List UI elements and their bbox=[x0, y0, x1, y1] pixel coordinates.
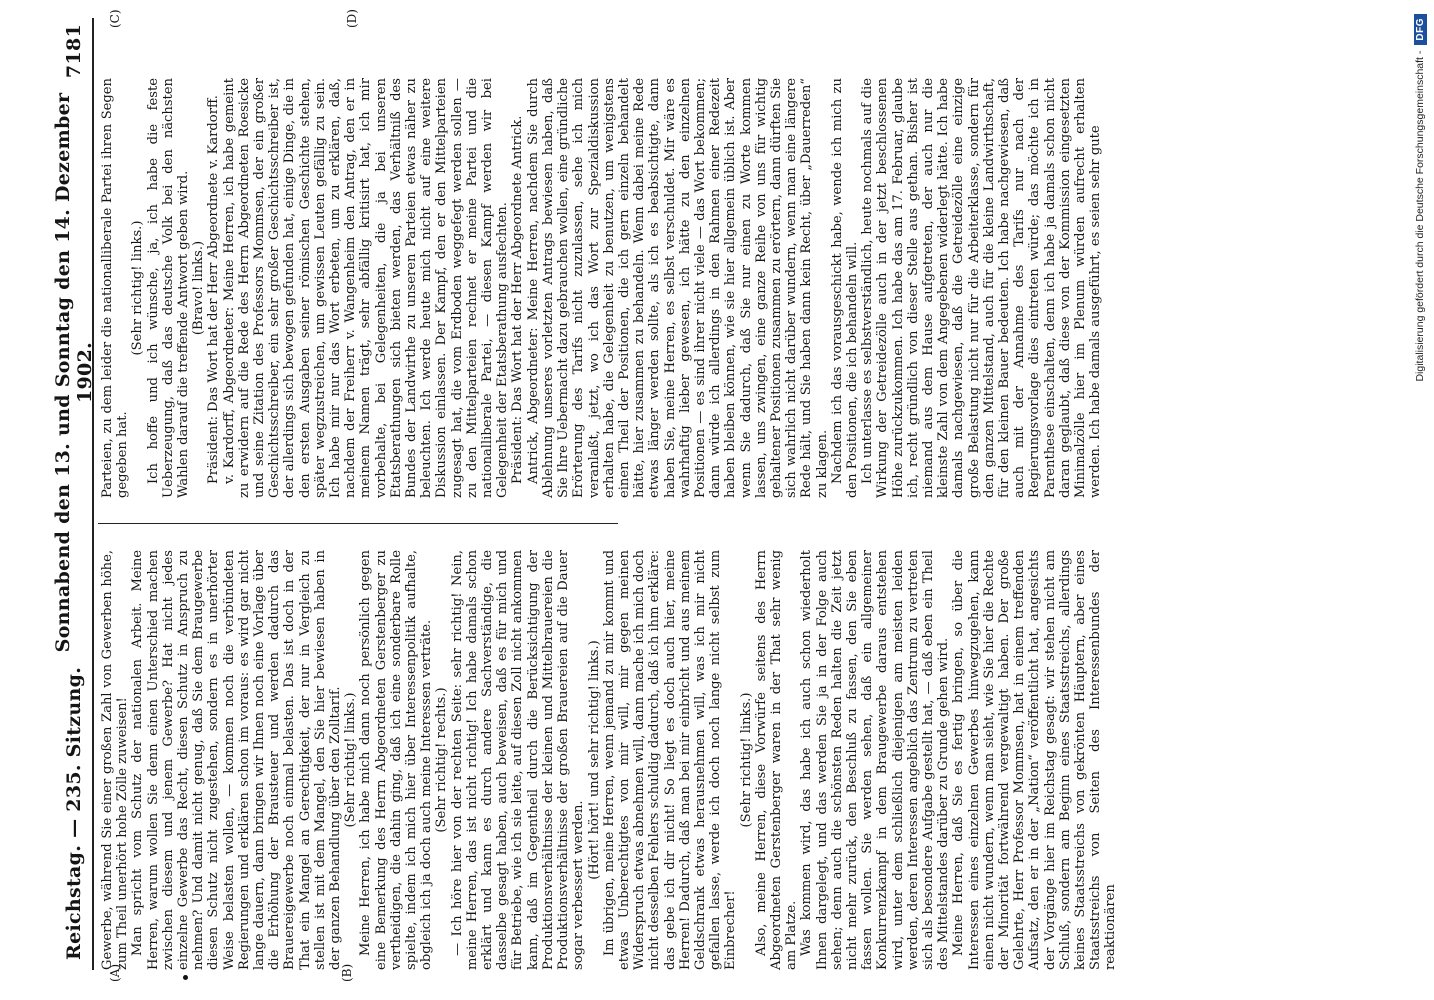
interjection: (Sehr richtig! links.) bbox=[738, 692, 754, 828]
margin-dot bbox=[183, 975, 188, 980]
paragraph: Was kommen wird, das habe ich auch schon wiederholt Ihnen dargelegt, und das werden Sie ja in der Folge auch sehen; denn auch die schönsten Reden halten die Zeit jetzt nicht mehr zurück, den Beschluß zu fassen, den Sie eben fassen wollen. Sie werden sehen, daß ein allgemeiner Konkurrenzkampf in dem Braugewerbe daraus entstehen wird, unter dem schließlich diejenigen am meisten leiden werden, deren Interessen angeblich das Zentrum zu vertreten sich als besondere Aufgabe gestellt hat, — daß eben ein Theil des Mittelstandes darüber zu Grunde gehen wird. bbox=[799, 550, 952, 970]
paragraph: Meine Herren, ich habe mich dann noch persönlich gegen eine Bemerkung des Herrn Abgeordneten Gerstenberger zu vertheidigen, die dahin ging, daß ich eine sonderbare Rolle spielte, indem ich mich hier über Interessenpolitik aufhalte, obgleich ich ja doch auch meine Interessen verträte. bbox=[358, 550, 435, 970]
interjection: (Sehr richtig! links.) bbox=[343, 692, 359, 828]
paragraph: Nachdem ich das vorausgeschickt habe, wende ich mich zu den Positionen, die ich behandeln will. bbox=[829, 78, 860, 498]
interjection: (Bravo! links.) bbox=[191, 240, 207, 336]
page-header bbox=[52, 24, 96, 960]
paragraph: v. Kardorff, Abgeordneter: Meine Herren, ich habe gemeint zu erwidern auf die Rede des Herrn Abgeordneten Roesicke und seine Zitation des Professors Mommsen, der ein großer Geschichtsschreiber, ein sehr großer Geschichtsschreiber ist, der allerdings sich bewogen gefunden hat, einige Dinge, die in den ersten Ausgaben seiner römischen Geschichte stehen, später wegzustreichen, um gewissen Leuten gefällig zu sein. Ich habe mir nur das Wort erbeten, um zu erklären, daß, nachdem der Freiherr v. Wangenheim den Antrag, den er in meinem Namen trägt, sehr abfällig kritisirt hat, ich mir vorbehalte, bei Gelegenheiten, die ja bei unseren Etatsberathungen sich bieten werden, das Verhältniß des Bundes der Landwirthe zu unseren Parteien etwas näher zu beleuchten. Ich werde heute mich nicht auf eine weitere Diskussion einlassen. Der Kampf, den er den Mittelparteien zugesagt hat, die vom Erdboden weggefegt werden sollen — zu den Mittelparteien rechnet er meine Partei und die nationalliberale Partei, — diesen Kampf werden wir bei Gelegenheit der Etatsberathung ausfechten. bbox=[221, 78, 511, 498]
paragraph: Präsident: Das Wort hat der Herr Abgeordnete Antrick. bbox=[510, 115, 526, 484]
interjection: (Hört! hört! und sehr richtig! links.) bbox=[586, 640, 602, 880]
paragraph: Man spricht vom Schutz der nationalen Arbeit. Meine Herren, warum wollen Sie denn einen Unterschied machen zwischen diesem und jenem Gewerbe? Hat nicht jedes einzelne Gewerbe das Recht, diesen Schutz in Anspruch zu nehmen? Und damit nicht genug, daß Sie dem Braugewerbe diesen Schutz nicht zugestehen, sondern es in unerhörter Weise belasten wollen, — kommen noch die verbündeten Regierungen und erklären schon im voraus: es wird gar nicht lange dauern, dann bringen wir Ihnen noch eine Vorlage über die Erhöhung der Brausteuer und werden dadurch das Brauereigewerbe noch einmal belasten. Das ist doch in der That ein Mangel an Gerechtigkeit, der nur in Vergleich zu stellen ist mit dem Mangel, den Sie hier bewiesen haben in der ganzen Behandlung über den Zolltarif. bbox=[130, 550, 344, 970]
header-rule bbox=[92, 18, 94, 970]
margin-marker-a: (A) bbox=[108, 963, 122, 982]
margin-marker-d: (D) bbox=[345, 9, 359, 28]
paragraph: Also, meine Herren, diese Vorwürfe seitens des Herrn Abgeordneten Gerstenberger waren in der That sehr wenig am Platze. bbox=[753, 550, 800, 970]
interjection: (Sehr richtig! rechts.) bbox=[434, 687, 450, 833]
paragraph: Meine Herren, daß Sie es fertig bringen, so über die Interessen eines einzelnen Gewerbes hinwegzugehen, kann einen nicht wundern, wenn man sieht, wie Sie hier die Rechte der Minorität fortwährend vergewaltigt haben. Der große Gelehrte, Herr Professor Mommsen, hat in einem treffenden Aufsatz, den er in der „Nation“ veröffentlicht hat, angesichts der Vorgänge hier im Reichstag gesagt: wir stehen nicht am Schluß, sondern am Beginn eines Staatsstreichs, allerdings keines Staatsstreichs von gekrönten Häuptern, aber eines Staatsstreichs von Seiten des Interessenbundes der reaktionären bbox=[951, 550, 1119, 970]
paragraph: Präsident: Das Wort hat der Herr Abgeordnete v. Kardorff. bbox=[206, 95, 222, 484]
header-date: Sonnabend den 13. und Sonntag den 14. Dezember 1902. bbox=[52, 92, 96, 653]
margin-marker-c: (C) bbox=[108, 9, 122, 28]
digitization-credit bbox=[1406, 0, 1434, 1000]
column-divider bbox=[98, 523, 618, 524]
interjection: (Sehr richtig! links.) bbox=[130, 220, 146, 356]
paragraph: Ich unterlasse es selbstverständlich, heute nochmals auf die Wirkung der Getreidezölle auch in der jetzt beschlossenen Höhe zurückzukommen. Ich habe das am 17. Februar, glaube ich, recht gründlich von dieser Stelle aus gethan. Bisher ist niemand aus dem Hause aufgetreten, der auch nur die kleinste Zahl von dem Angegebenen widerlegt hätte. Ich habe damals nachgewiesen, daß die Getreidezölle eine einzige große Belastung nicht nur für die Arbeiterklasse, sondern für den ganzen Mittelstand, auch für die kleine Landwirthschaft, für den kleinen Bauer bedeuten. Ich habe nachgewiesen, daß auch mit der Annahme des Tarifs nur nach der Regierungsvorlage dies eintreten würde; das möchte ich in Parenthese einschalten, denn ich habe ja damals schon nicht daran geglaubt, daß diese von der Kommission eingesetzten Minimalzölle hier im Plenum würden aufrecht erhalten werden. Ich habe damals ausgeführt, es seien sehr gute bbox=[860, 78, 1104, 498]
header-left: Reichstag. — 235. Sitzung. bbox=[63, 666, 85, 960]
credit-text: Digitalisierung gefördert durch die Deutsche Forschungsgemeinschaft - bbox=[1414, 50, 1426, 382]
page-number: 7181 bbox=[63, 24, 85, 79]
paragraph: Ich hoffe und ich wünsche, ja, ich habe die feste Ueberzeugung, daß das deutsche Volk bei den nächsten Wahlen darauf die treffende Antwort geben wird. bbox=[145, 78, 192, 498]
paragraph: Gewerbe, während Sie einer großen Zahl von Gewerben höhe, zum Theil unerhört hohe Zölle zuweisen! bbox=[100, 550, 131, 970]
paragraph: Parteien, zu dem leider die nationalliberale Partei ihren Segen gegeben hat. bbox=[100, 78, 131, 498]
left-column bbox=[100, 549, 1119, 970]
paragraph: — Ich höre hier von der rechten Seite: sehr richtig! Nein, meine Herren, das ist nicht richtig! Ich habe damals schon erklärt und kann es durch andere Sachverständige, die dasselbe gesagt haben, auch beweisen, daß es für mich und für Betriebe, wie ich sie leite, auf diesen Zoll nicht ankommen kann, daß im Gegentheil durch die Berücksichtigung der Produktionsverhältnisse der kleinen und Mittelbrauereien die Produktionsverhältnisse der großen Brauereien auf die Dauer sogar verbessert werden. bbox=[449, 550, 587, 970]
margin-marker-b: (B) bbox=[340, 963, 354, 982]
paragraph: Antrick, Abgeordneter: Meine Herren, nachdem Sie durch Ablehnung unseres vorletzten Antrags bewiesen haben, daß Sie Ihre Uebermacht dazu gebrauchen wollen, eine gründliche Erörterung des Tarifs nicht zuzulassen, sehe ich mich veranlaßt, jetzt, wo ich das Wort zur Spezialdiskussion erhalten habe, die Gelegenheit zu benutzen, um wenigstens einen Theil der Positionen, die ich gern einzeln behandelt hätte, hier zusammen zu behandeln. Wenn dabei meine Rede etwas länger werden sollte, als ich es beabsichtigte, dann haben Sie, meine Herren, es selbst verschuldet. Mir wäre es wahrhaftig lieber gewesen, ich hätte zu den einzelnen Positionen — es sind ihrer nicht viele — das Wort bekommen; dann würde ich allerdings in den Rahmen einer Redezeit haben bleiben können, wie sie hier allgemein üblich ist. Aber wenn Sie dadurch, daß Sie nur einen zu Worte kommen lassen, uns zwingen, eine ganze Reihe von uns für wichtig gehaltener Positionen zusammen zu erörtern, dann dürften Sie sich wahrlich nicht darüber wundern, wenn man eine längere Rede hält, und Sie haben dann kein Recht, über „Dauerreden“ zu klagen. bbox=[525, 78, 830, 498]
right-column bbox=[100, 78, 1104, 498]
paragraph: Im übrigen, meine Herren, wenn jemand zu mir kommt und etwas Unberechtigtes von mir will, mir gegen meinen Widerspruch etwas abnehmen will, dann mache ich mich doch nicht desselben Fehlers schuldig dadurch, daß ich ihm erkläre: das gebe ich dir nicht! So liegt es doch auch hier, meine Herren! Dadurch, daß man bei mir einbricht und aus meinem Geldschrank etwas herausnehmen will, was ich mir nicht gefallen lasse, werde ich doch noch lange nicht selbst zum Einbrecher! bbox=[601, 549, 739, 970]
dfg-logo: DFG bbox=[1414, 14, 1427, 45]
